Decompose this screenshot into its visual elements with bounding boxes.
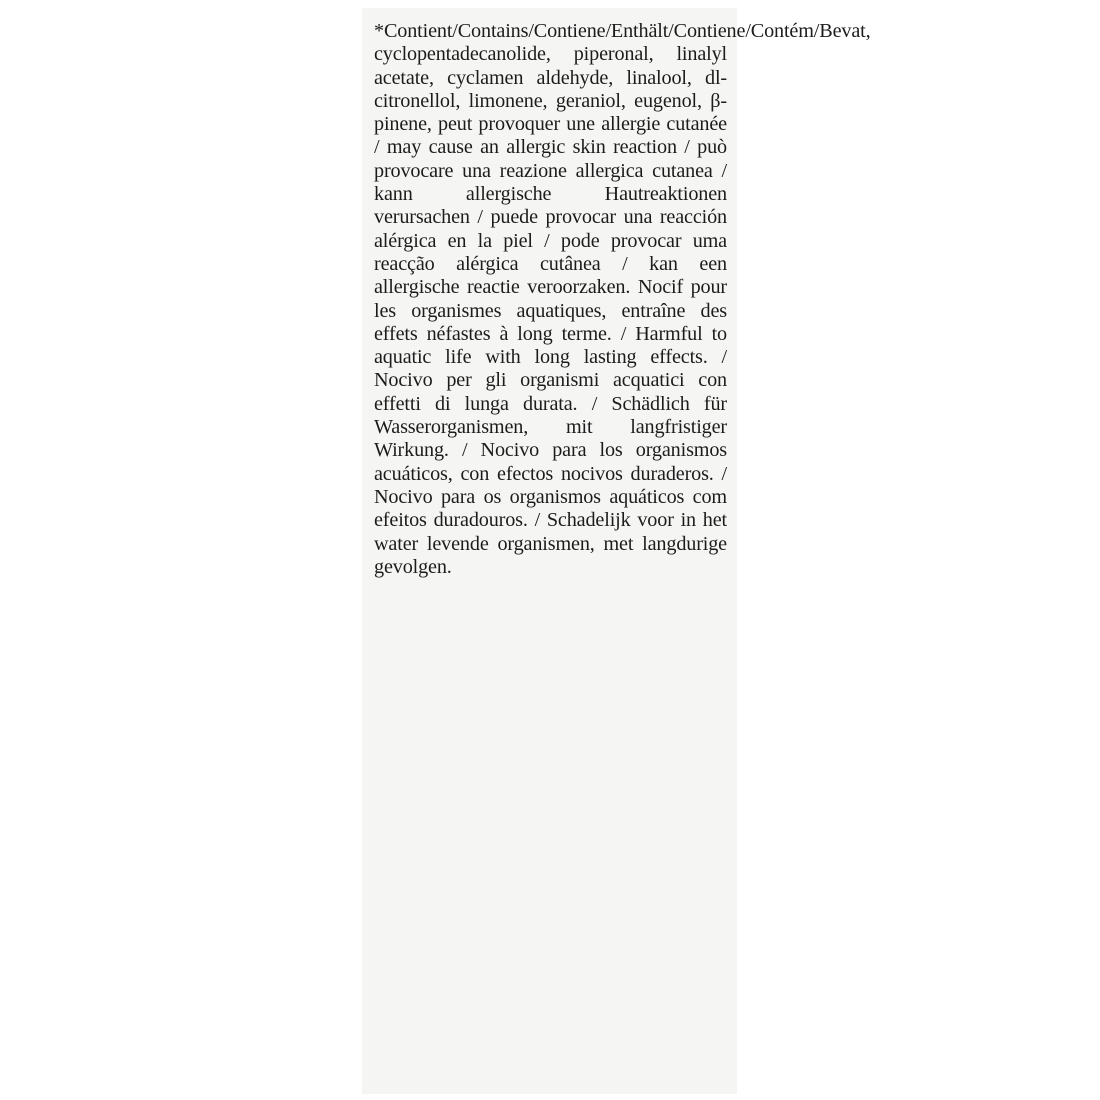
allergen-warning-text: *Contient/Contains/Contiene/Enthält/Contiene/Contém/Bevat, cyclopentadecanolide, piperonal, linalyl acetate, cyclamen aldehyde, linalool, dl-citronellol, limonene, geraniol, eugenol, β-pinene, peut provoquer une allergie cutanée / may cause an allergic skin reaction / può provocare una reazione allergica cutanea / kann allergische Hautreaktionen verursachen / puede provocar una reacción alérgica en la piel / pode provocar uma reacção alérgica cutânea / kan een allergische reactie veroorzaken. Nocif pour les organismes aquatiques, entraîne des effets néfastes à long terme. / Harmful to aquatic life with long lasting effects. / Nocivo per gli organismi acquatici con effetti di lunga durata. / Schädlich für Wasserorganismen, mit langfristiger Wirkung. / Nocivo para los organismos acuáticos, con efectos nocivos duraderos. / Nocivo para os organismos aquáticos com efeitos duradouros. / Schadelijk voor in het water levende organismen, met langdurige gevolgen. <box>374 20 871 578</box>
product-label-panel <box>362 8 871 1094</box>
